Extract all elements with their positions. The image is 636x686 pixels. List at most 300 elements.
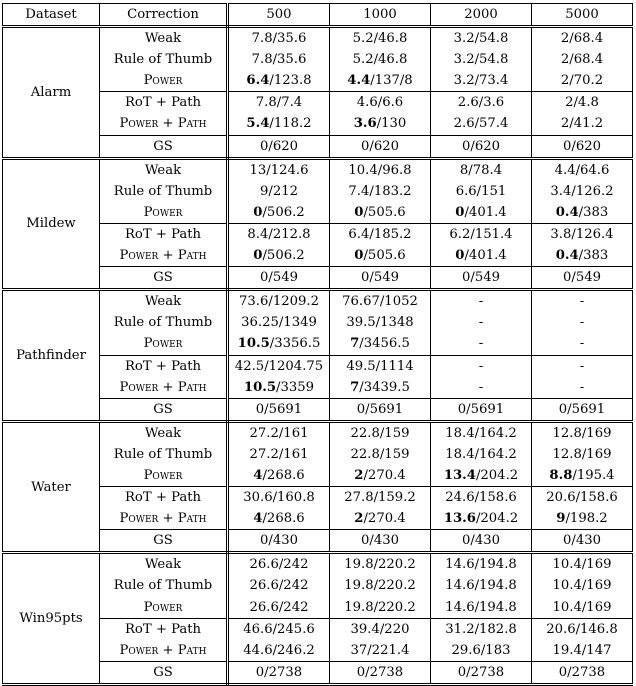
correction-label: GS [153,664,173,680]
value-regular-part: - [579,336,585,352]
value-regular-part: 4.6/6.6 [356,95,404,111]
correction-label: Weak [144,31,182,47]
value-cell [532,312,633,333]
value-cell [532,92,633,114]
results-table-body [3,4,633,685]
correction-cell [100,223,228,245]
value-regular-part: 18.4/164.2 [445,446,517,462]
value-regular-part: /270.4 [363,511,406,527]
correction-label: Power [143,336,183,352]
correction-label: RoT + Path [124,226,202,242]
value-regular-part: /118.2 [269,116,312,132]
value-regular-part: /401.4 [464,248,507,264]
dataset-cell: Water [3,421,100,553]
value-regular-part: 12.8/169 [552,425,612,441]
value-cell [330,355,431,377]
value-regular-part: - [478,379,484,395]
value-cell [228,487,330,509]
value-regular-part: /130 [376,116,407,132]
value-regular-part: 10.4/169 [552,557,612,573]
value-cell [330,398,431,421]
value-regular-part: 0/620 [360,138,399,154]
value-cell [431,597,532,619]
results-table-wrapper [2,3,633,686]
header-dataset: Dataset [3,4,100,27]
value-cell [330,70,431,92]
correction-cell [100,202,228,224]
value-bold-part: 0.4 [555,248,579,264]
value-cell [532,333,633,355]
correction-cell [100,113,228,135]
value-regular-part: /401.4 [464,204,507,220]
value-cell [330,135,431,158]
correction-cell [100,640,228,662]
value-cell [532,245,633,267]
value-regular-part: 27.2/161 [249,425,309,441]
correction-label: Power [143,73,183,89]
correction-label: Rule of Thumb [113,315,213,331]
value-bold-part: 9 [556,511,566,527]
value-cell [532,70,633,92]
value-regular-part: 26.6/242 [249,578,309,594]
correction-label: GS [153,533,173,549]
value-regular-part: 7.8/35.6 [251,52,307,68]
value-regular-part: 10.4/169 [552,599,612,615]
value-cell [532,465,633,487]
value-cell [330,181,431,202]
value-cell [330,267,431,290]
correction-label: Weak [144,162,182,178]
value-cell [228,223,330,245]
value-cell [228,530,330,553]
correction-cell [100,158,228,181]
value-cell [228,290,330,313]
value-regular-part: 36.25/1349 [241,315,317,331]
value-cell [228,597,330,619]
correction-label: RoT + Path [124,621,202,637]
value-regular-part: 0/5691 [356,401,404,417]
correction-cell [100,465,228,487]
value-bold-part: 7 [350,379,360,395]
correction-cell [100,508,228,530]
value-bold-part: 6.4 [246,73,270,89]
value-regular-part: 73.6/1209.2 [239,294,319,310]
value-cell [532,661,633,684]
value-regular-part: 22.8/159 [350,446,410,462]
value-cell [330,312,431,333]
value-cell [532,553,633,576]
value-regular-part: 0/549 [360,270,399,286]
value-cell [431,290,532,313]
value-bold-part: 0 [354,248,364,264]
value-cell [431,70,532,92]
value-regular-part: 14.6/194.8 [445,578,517,594]
value-cell [330,487,431,509]
value-cell [532,597,633,619]
value-cell [532,158,633,181]
correction-cell [100,618,228,640]
value-cell [228,618,330,640]
value-bold-part: 0 [253,248,263,264]
value-regular-part: 22.8/159 [350,425,410,441]
value-regular-part: 4.4/64.6 [554,162,610,178]
value-regular-part: 26.6/242 [249,557,309,573]
value-bold-part: 4 [253,467,263,483]
value-cell [431,113,532,135]
value-cell [228,245,330,267]
value-cell [228,465,330,487]
value-cell [330,27,431,50]
value-regular-part: 10.4/96.8 [348,162,412,178]
value-regular-part: 2/4.8 [565,95,599,111]
value-regular-part: 42.5/1204.75 [234,358,324,374]
value-regular-part: 39.4/220 [350,621,410,637]
value-cell [330,290,431,313]
value-regular-part: /204.2 [475,467,519,483]
value-cell [431,575,532,596]
value-bold-part: 8.8 [549,467,573,483]
value-regular-part: - [579,294,585,310]
value-regular-part: 27.8/159.2 [344,490,416,506]
header-500: 500 [228,4,330,27]
value-cell [228,575,330,596]
value-cell [228,135,330,158]
value-cell [330,640,431,662]
value-regular-part: - [478,358,484,374]
value-cell [532,113,633,135]
value-bold-part: 0 [253,204,263,220]
value-regular-part: /383 [578,204,609,220]
correction-cell [100,135,228,158]
value-cell [431,421,532,444]
value-regular-part: 0/620 [461,138,500,154]
value-regular-part: /3456.5 [359,336,410,352]
value-regular-part: 0/2738 [356,664,404,680]
value-cell [228,661,330,684]
value-regular-part: 29.6/183 [451,642,511,658]
correction-cell [100,267,228,290]
value-regular-part: 30.6/160.8 [243,490,315,506]
correction-label: Power + Path [119,642,207,658]
value-bold-part: 13.4 [443,467,476,483]
value-cell [431,312,532,333]
value-regular-part: 2/68.4 [560,31,604,47]
correction-label: Power + Path [119,248,207,264]
header-5000: 5000 [532,4,633,27]
value-regular-part: /383 [578,248,609,264]
value-regular-part: /3359 [276,379,315,395]
value-regular-part: 6.4/185.2 [348,226,412,242]
value-regular-part: 14.6/194.8 [445,557,517,573]
value-regular-part: /505.6 [363,248,406,264]
value-cell [330,49,431,70]
value-cell [431,640,532,662]
value-cell [228,70,330,92]
value-regular-part: 8/78.4 [459,162,503,178]
value-regular-part: 0/5691 [255,401,303,417]
value-regular-part: 19.8/220.2 [344,578,416,594]
value-cell [228,640,330,662]
value-regular-part: 0/2738 [457,664,505,680]
correction-cell [100,575,228,596]
value-cell [228,181,330,202]
value-cell [431,27,532,50]
value-regular-part: 5.2/46.8 [352,52,408,68]
value-bold-part: 5.4 [246,116,270,132]
correction-cell [100,245,228,267]
value-bold-part: 4.4 [347,73,371,89]
value-cell [431,661,532,684]
value-cell [532,444,633,465]
correction-cell [100,377,228,399]
correction-label: Power + Path [119,116,207,132]
value-cell [330,575,431,596]
value-regular-part: 31.2/182.8 [445,621,517,637]
value-cell [431,377,532,399]
value-regular-part: /204.2 [475,511,519,527]
value-bold-part: 13.6 [443,511,476,527]
value-cell [532,508,633,530]
value-regular-part: 6.6/151 [455,183,507,199]
value-regular-part: - [579,379,585,395]
table-row [3,27,633,50]
dataset-cell: Win95pts [3,553,100,685]
correction-label: RoT + Path [124,95,202,111]
value-cell [532,355,633,377]
header-correction: Correction [100,4,228,27]
value-regular-part: 2/41.2 [560,116,604,132]
value-cell [330,202,431,224]
dataset-cell: Alarm [3,27,100,159]
value-regular-part: 0/430 [461,533,500,549]
value-regular-part: 37/221.4 [350,642,410,658]
correction-cell [100,333,228,355]
value-regular-part: 3.8/126.4 [550,226,614,242]
value-regular-part: 76.67/1052 [342,294,418,310]
value-regular-part: 6.2/151.4 [449,226,513,242]
value-cell [330,245,431,267]
value-regular-part: - [478,336,484,352]
value-cell [431,158,532,181]
value-regular-part: /268.6 [262,467,305,483]
value-regular-part: /195.4 [572,467,615,483]
correction-label: RoT + Path [124,490,202,506]
value-regular-part: 0/2738 [255,664,303,680]
header-2000: 2000 [431,4,532,27]
value-regular-part: 0/620 [259,138,298,154]
correction-label: GS [153,270,173,286]
correction-label: Power [143,599,183,615]
correction-cell [100,487,228,509]
value-regular-part: 0/549 [259,270,298,286]
value-cell [532,575,633,596]
table-row [3,290,633,313]
correction-label: Rule of Thumb [113,578,213,594]
value-regular-part: 2/68.4 [560,52,604,68]
value-regular-part: 0/2738 [558,664,606,680]
value-regular-part: 0/620 [562,138,601,154]
value-bold-part: 0.4 [555,204,579,220]
value-regular-part: /137/8 [370,73,413,89]
correction-label: Weak [144,557,182,573]
correction-cell [100,312,228,333]
value-regular-part: 26.6/242 [249,599,309,615]
value-regular-part: 44.6/246.2 [243,642,315,658]
value-regular-part: 13/124.6 [249,162,309,178]
value-cell [532,135,633,158]
value-cell [228,333,330,355]
value-regular-part: 2.6/3.6 [457,95,505,111]
value-bold-part: 2 [354,511,364,527]
correction-label: Power + Path [119,511,207,527]
value-cell [532,487,633,509]
value-cell [431,223,532,245]
value-bold-part: 3.6 [353,116,377,132]
value-cell [330,661,431,684]
value-cell [228,444,330,465]
value-cell [532,640,633,662]
value-cell [330,113,431,135]
value-regular-part: /270.4 [363,467,406,483]
value-regular-part: 12.8/169 [552,446,612,462]
value-cell [532,27,633,50]
correction-cell [100,27,228,50]
correction-label: Weak [144,425,182,441]
value-cell [228,113,330,135]
value-regular-part: 46.6/245.6 [243,621,315,637]
dataset-cell: Pathfinder [3,290,100,422]
value-regular-part: 14.6/194.8 [445,599,517,615]
correction-label: RoT + Path [124,358,202,374]
value-cell [330,553,431,576]
value-cell [330,421,431,444]
value-regular-part: 0/5691 [457,401,505,417]
value-regular-part: /123.8 [269,73,312,89]
value-regular-part: 3.2/54.8 [453,52,509,68]
value-cell [431,92,532,114]
value-regular-part: 0/549 [461,270,500,286]
dataset-cell: Mildew [3,158,100,290]
value-cell [228,377,330,399]
correction-label: Power + Path [119,379,207,395]
correction-label: Rule of Thumb [113,446,213,462]
value-cell [330,158,431,181]
value-regular-part: 24.6/158.6 [445,490,517,506]
value-regular-part: 3.2/54.8 [453,31,509,47]
value-regular-part: 7.8/7.4 [255,95,303,111]
value-cell [228,355,330,377]
value-cell [228,267,330,290]
value-cell [228,92,330,114]
value-cell [532,377,633,399]
value-cell [532,181,633,202]
value-regular-part: 27.2/161 [249,446,309,462]
value-cell [532,421,633,444]
correction-label: Weak [144,294,182,310]
value-cell [431,181,532,202]
header-row [3,4,633,27]
value-cell [431,398,532,421]
value-cell [532,223,633,245]
value-regular-part: - [478,315,484,331]
value-cell [431,135,532,158]
correction-cell [100,530,228,553]
value-cell [431,202,532,224]
value-regular-part: 7.4/183.2 [348,183,412,199]
value-cell [431,553,532,576]
value-cell [228,27,330,50]
value-regular-part: /506.2 [262,204,305,220]
table-row [3,421,633,444]
value-cell [431,444,532,465]
correction-label: GS [153,401,173,417]
value-regular-part: 39.5/1348 [346,315,414,331]
value-bold-part: 0 [354,204,364,220]
value-cell [532,49,633,70]
value-bold-part: 10.5 [243,379,277,395]
value-regular-part: 10.4/169 [552,578,612,594]
value-regular-part: 9/212 [259,183,298,199]
value-cell [431,333,532,355]
value-cell [228,202,330,224]
correction-cell [100,661,228,684]
value-bold-part: 0 [455,248,465,264]
value-cell [431,530,532,553]
value-regular-part: /268.6 [262,511,305,527]
value-regular-part: 20.6/158.6 [546,490,618,506]
value-regular-part: 0/430 [562,533,601,549]
value-cell [330,530,431,553]
value-regular-part: - [579,315,585,331]
value-regular-part: - [478,294,484,310]
value-cell [431,618,532,640]
value-cell [330,92,431,114]
value-bold-part: 10.5 [237,336,270,352]
correction-label: Rule of Thumb [113,52,213,68]
correction-cell [100,181,228,202]
correction-cell [100,92,228,114]
correction-cell [100,421,228,444]
value-regular-part: 0/5691 [558,401,606,417]
value-cell [532,530,633,553]
value-regular-part: 3.2/73.4 [453,73,509,89]
value-bold-part: 2 [354,467,364,483]
value-regular-part: - [579,358,585,374]
value-cell [431,487,532,509]
value-cell [228,158,330,181]
correction-cell [100,398,228,421]
correction-label: Power [143,467,183,483]
value-cell [228,508,330,530]
value-cell [330,223,431,245]
value-regular-part: 19.8/220.2 [344,557,416,573]
correction-cell [100,444,228,465]
results-table [2,3,633,686]
correction-cell [100,597,228,619]
value-cell [228,398,330,421]
value-cell [532,398,633,421]
correction-label: GS [153,138,173,154]
value-cell [431,508,532,530]
value-regular-part: /3356.5 [269,336,321,352]
value-cell [532,202,633,224]
value-cell [532,618,633,640]
value-cell [228,553,330,576]
value-cell [431,267,532,290]
value-regular-part: 8.4/212.8 [247,226,311,242]
correction-cell [100,49,228,70]
value-regular-part: /506.2 [262,248,305,264]
